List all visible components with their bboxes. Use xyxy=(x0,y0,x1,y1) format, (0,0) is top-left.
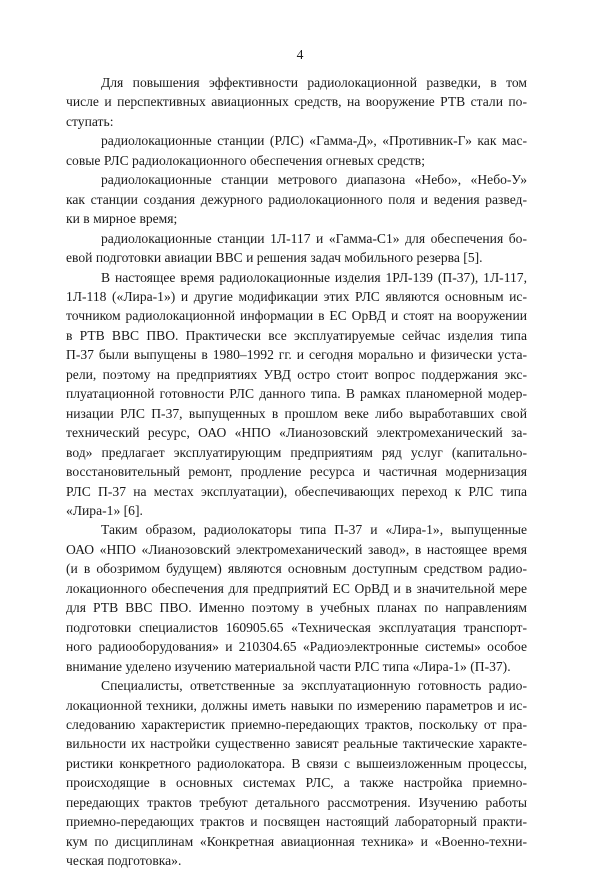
text-line: ного радиооборудования» и 210304.65 «Радиоэлектронные системы» особое xyxy=(66,639,527,655)
text-line: Для повышения эффективности радиолокационной разведки, в том xyxy=(101,75,527,90)
text-line: ОАО «НПО «Лианозовский электромеханический завод», в настоящее время xyxy=(66,541,527,557)
text-line: локационного обеспечения для предприятий ЕС ОрВД и в значительной мере xyxy=(66,580,527,596)
text-line: локационной техники, должны иметь навыки по измерению параметров и ис- xyxy=(66,697,527,713)
text-line: Специалисты, ответственные за эксплуатационную готовность радио- xyxy=(101,678,527,694)
text-line: ступать: xyxy=(66,113,114,129)
text-line: кум по дисциплинам «Конкретная авиационная техника» и «Военно-техни- xyxy=(66,833,527,849)
text-line: плуатационной готовности РЛС данного типа. В рамках планомерной модер- xyxy=(66,386,527,402)
text-line: евой подготовки авиации ВВС и решения задач мобильного резерва [5]. xyxy=(66,250,483,266)
text-line: вильности их настройки существенно зависят реальные тактические характе- xyxy=(66,736,527,752)
body-text xyxy=(66,73,527,871)
text-line: РЛС П-37 на местах эксплуатации), обеспечивающих переход к РЛС типа xyxy=(66,483,527,499)
page-number: 4 xyxy=(296,47,304,62)
text-line: внимание уделено изучению материальной части РЛС типа «Лира-1» (П-37). xyxy=(66,658,511,674)
text-line: вод» предлагает эксплуатирующим предприятиям ряд услуг (капитально- xyxy=(66,444,527,460)
text-line: для РТВ ВВС ПВО. Именно поэтому в учебных планах по направлениям xyxy=(66,600,527,616)
list-item-1l117 xyxy=(66,229,527,268)
text-line: передающих трактов требуют детального рассмотрения. Изучению работы xyxy=(66,794,527,810)
text-line: совые РЛС радиолокационного обеспечения огневых средств; xyxy=(66,152,425,168)
text-line: числе и перспективных авиационных средств, на вооружение РТВ стали по- xyxy=(66,94,527,110)
text-line: радиолокационные станции (РЛС) «Гамма-Д», «Противник-Г» как мас- xyxy=(101,133,527,149)
text-line: как станции создания дежурного радиолокационного поля и ведения развед- xyxy=(66,191,527,207)
text-line: Таким образом, радиолокаторы типа П-37 и «Лира-1», выпущенные xyxy=(101,522,527,538)
text-line: радиолокационные станции 1Л-117 и «Гамма-С1» для обеспечения бо- xyxy=(101,230,527,246)
text-line: подготовки специалистов 160905.65 «Техническая эксплуатация транспорт- xyxy=(66,619,527,635)
text-line: (и в обозримом будущем) являются основным доступным средством радио- xyxy=(66,561,527,577)
text-line: восстановительный ремонт, продление ресурса и частичная модернизация xyxy=(66,464,527,480)
text-line: ристики конкретного радиолокатора. В связи с вышеизложенным процессы, xyxy=(66,755,527,771)
list-item-nebo xyxy=(66,170,527,228)
paragraph-specialists xyxy=(66,676,527,871)
text-line: ческая подготовка». xyxy=(66,853,182,869)
text-line: происходящие в основных системах РЛС, а также настройка приемно- xyxy=(66,775,527,791)
text-line: низации РЛС П-37, выпущенных в прошлом веке либо выработавших свой xyxy=(66,405,527,421)
text-line: 1Л-118 («Лира-1») и другие модификации этих РЛС являются основным ис- xyxy=(66,288,527,304)
text-line: радиолокационные станции метрового диапазона «Небо», «Небо-У» xyxy=(101,172,527,188)
text-line: П-37 были выпущены в 1980–1992 гг. и сегодня морально и физически уста- xyxy=(66,347,527,363)
text-line: рели, поэтому на предприятиях УВД остро стоит вопрос поддержания экс- xyxy=(66,366,527,382)
text-line: «Лира-1» [6]. xyxy=(66,502,143,518)
text-line: следованию характеристик приемно-передающих трактов, поскольку от пра- xyxy=(66,716,527,732)
text-line: в РТВ ВВС ПВО. Практически все эксплуатируемые сейчас изделия типа xyxy=(66,327,527,343)
paragraph-radar-models xyxy=(66,268,527,521)
paragraph-intro xyxy=(66,73,527,131)
text-line: технический ресурс, ОАО «НПО «Лианозовский электромеханический за- xyxy=(66,425,527,441)
text-line: приемно-передающих трактов и посвящен настоящий лабораторный практи- xyxy=(66,814,527,830)
list-item-gamma-d xyxy=(66,131,527,170)
text-line: точником радиолокационной информации в ЕС ОрВД и стоят на вооружении xyxy=(66,308,527,324)
text-line: В настоящее время радиолокационные изделия 1РЛ-139 (П-37), 1Л-117, xyxy=(101,269,527,285)
paragraph-conclusion-italic xyxy=(66,520,527,676)
text-line: ки в мирное время; xyxy=(66,211,178,227)
